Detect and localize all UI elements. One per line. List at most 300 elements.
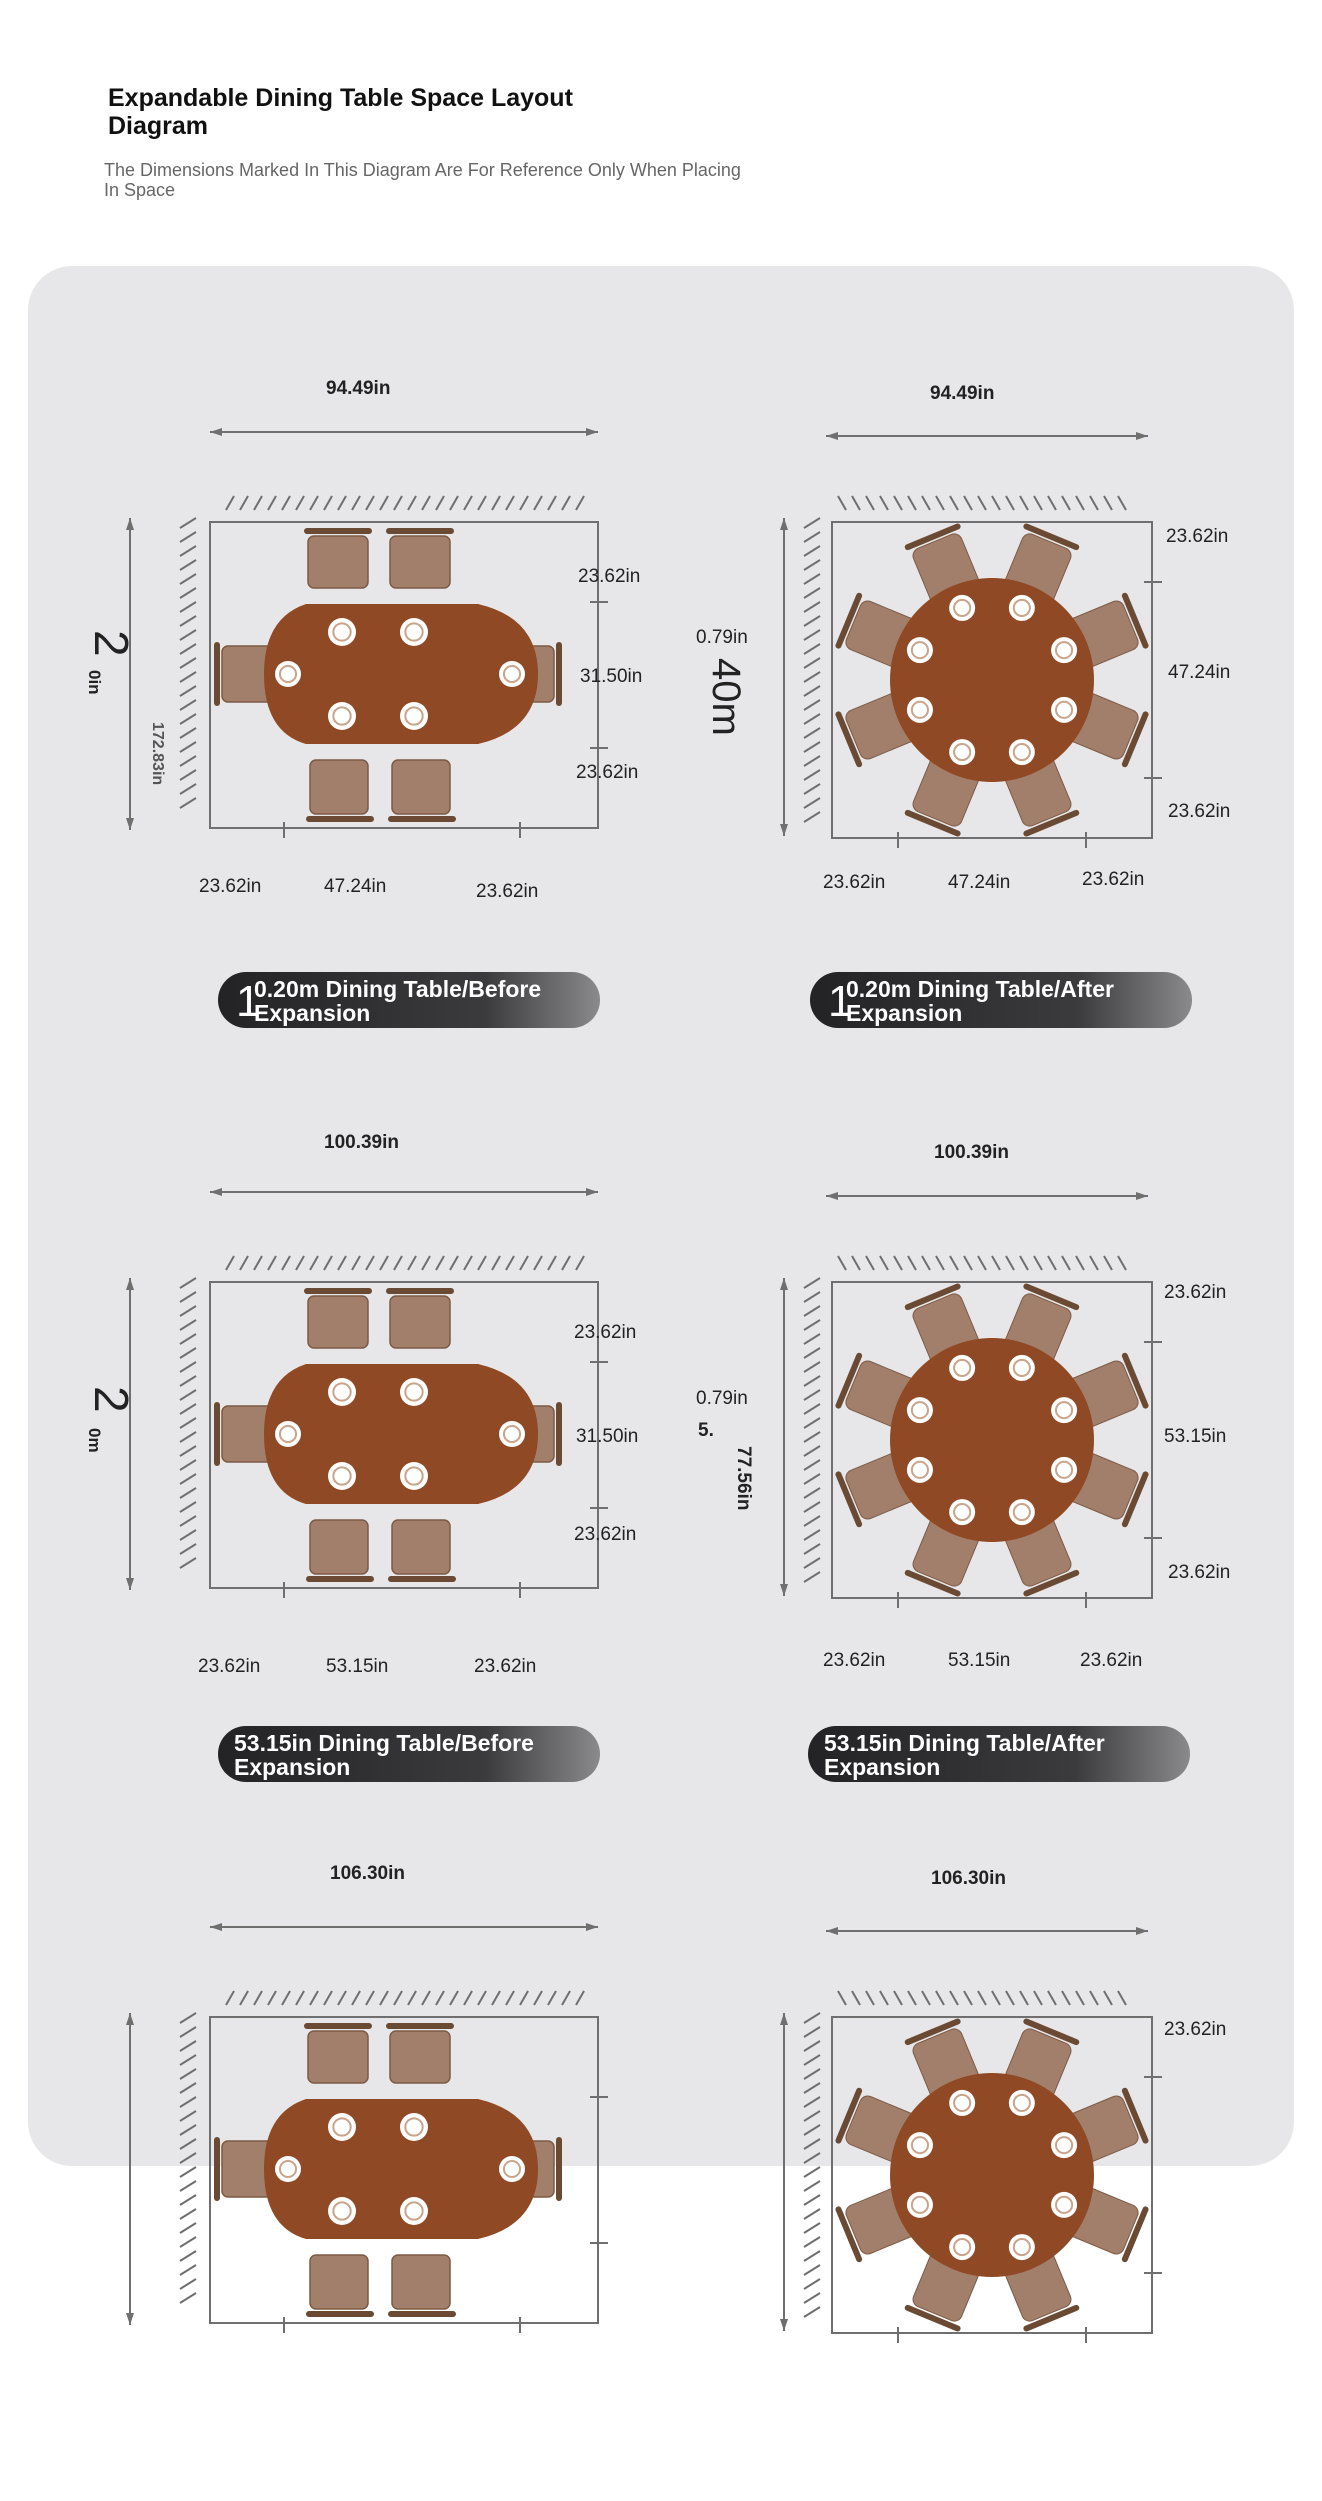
wall-hatch bbox=[408, 496, 416, 510]
wall-hatch bbox=[548, 496, 556, 510]
outer-extra-label: 5. bbox=[698, 1420, 714, 1441]
wall-hatch bbox=[804, 728, 820, 738]
wall-hatch bbox=[180, 1348, 196, 1358]
page-title: Expandable Dining Table Space Layout Diagram bbox=[108, 84, 573, 140]
wall-hatch bbox=[576, 496, 584, 510]
chair-seat bbox=[390, 536, 450, 588]
arrow-head bbox=[780, 1584, 788, 1596]
page-subtitle: The Dimensions Marked In This Diagram Are For Reference Only When Placing In Space bbox=[104, 160, 741, 200]
round-layout-after-1 bbox=[668, 266, 1308, 1026]
arrow-head bbox=[126, 1578, 134, 1590]
wall-hatch bbox=[804, 1530, 820, 1540]
side-label-top: 23.62in bbox=[578, 566, 641, 587]
wall-hatch bbox=[180, 686, 196, 696]
wall-hatch bbox=[838, 1991, 846, 2005]
wall-hatch bbox=[180, 1460, 196, 1470]
wall-hatch bbox=[804, 1418, 820, 1428]
wall-hatch bbox=[804, 2237, 820, 2247]
wall-hatch bbox=[950, 496, 958, 510]
side-label-middle: 31.50in bbox=[576, 1426, 639, 1447]
wall-hatch bbox=[562, 1256, 570, 1270]
plate bbox=[400, 2113, 428, 2141]
wall-hatch bbox=[180, 770, 196, 780]
wall-hatch bbox=[1034, 496, 1042, 510]
wall-hatch bbox=[180, 2265, 196, 2275]
wall-hatch bbox=[804, 1348, 820, 1358]
wall-hatch bbox=[978, 1991, 986, 2005]
wall-hatch bbox=[180, 532, 196, 542]
wall-hatch bbox=[804, 2097, 820, 2107]
chair-back bbox=[306, 1576, 374, 1582]
wall-hatch bbox=[866, 1991, 874, 2005]
wall-hatch bbox=[180, 1516, 196, 1526]
plate bbox=[499, 2156, 525, 2182]
wall-hatch bbox=[852, 496, 860, 510]
wall-hatch bbox=[894, 496, 902, 510]
wall-hatch bbox=[180, 2041, 196, 2051]
wall-hatch bbox=[180, 2195, 196, 2205]
plate bbox=[1051, 697, 1077, 723]
plate bbox=[499, 1421, 525, 1447]
wall-hatch bbox=[1034, 1991, 1042, 2005]
wall-hatch bbox=[324, 1991, 332, 2005]
wall-hatch bbox=[1104, 496, 1112, 510]
wall-hatch bbox=[180, 2055, 196, 2065]
wall-hatch bbox=[804, 2027, 820, 2037]
caption-text: 53.15in Dining Table/Before Expansion bbox=[234, 1730, 534, 1780]
wall-hatch bbox=[804, 2069, 820, 2079]
wall-hatch bbox=[804, 2153, 820, 2163]
wall-hatch bbox=[180, 546, 196, 556]
wall-hatch bbox=[436, 1991, 444, 2005]
plate bbox=[1051, 637, 1077, 663]
chair-back bbox=[386, 2023, 454, 2029]
top-width-label: 106.30in bbox=[330, 1863, 405, 1884]
chair-back bbox=[306, 2311, 374, 2317]
wall-hatch bbox=[852, 1256, 860, 1270]
wall-hatch bbox=[804, 1390, 820, 1400]
wall-hatch bbox=[866, 496, 874, 510]
wall-hatch bbox=[180, 784, 196, 794]
wall-hatch bbox=[408, 1991, 416, 2005]
side-label-middle: 47.24in bbox=[1168, 662, 1231, 683]
wall-hatch bbox=[180, 700, 196, 710]
arrow-head bbox=[780, 518, 788, 530]
rotated-depth-small: 0m bbox=[85, 1428, 104, 1453]
side-label-top: 23.62in bbox=[574, 1322, 637, 1343]
wall-hatch bbox=[880, 496, 888, 510]
top-width-label: 100.39in bbox=[934, 1142, 1009, 1163]
wall-hatch bbox=[180, 2237, 196, 2247]
round-table bbox=[890, 1338, 1094, 1542]
wall-hatch bbox=[1118, 1991, 1126, 2005]
plate bbox=[328, 2197, 356, 2225]
wall-hatch bbox=[908, 496, 916, 510]
chair-seat bbox=[308, 536, 368, 588]
wall-hatch bbox=[180, 1544, 196, 1554]
wall-hatch bbox=[804, 742, 820, 752]
wall-hatch bbox=[1062, 1991, 1070, 2005]
wall-hatch bbox=[180, 1278, 196, 1288]
wall-hatch bbox=[226, 1256, 234, 1270]
top-width-label: 106.30in bbox=[931, 1868, 1006, 1889]
wall-hatch bbox=[1034, 1256, 1042, 1270]
bottom-label-right: 23.62in bbox=[1080, 1650, 1143, 1671]
wall-hatch bbox=[226, 1991, 234, 2005]
plate bbox=[1051, 1397, 1077, 1423]
arrow-head bbox=[126, 818, 134, 830]
arrow-head bbox=[780, 824, 788, 836]
wall-hatch bbox=[180, 1432, 196, 1442]
wall-hatch bbox=[1020, 1991, 1028, 2005]
wall-hatch bbox=[978, 496, 986, 510]
wall-hatch bbox=[804, 1558, 820, 1568]
outer-left-label: 0.79in bbox=[696, 627, 748, 648]
wall-hatch bbox=[180, 2125, 196, 2135]
bottom-label-right: 23.62in bbox=[1082, 869, 1145, 890]
wall-hatch bbox=[180, 1362, 196, 1372]
wall-hatch bbox=[180, 1530, 196, 1540]
wall-hatch bbox=[534, 1991, 542, 2005]
wall-hatch bbox=[436, 1256, 444, 1270]
arrow-head bbox=[126, 2013, 134, 2025]
wall-hatch bbox=[180, 714, 196, 724]
caption-pill bbox=[810, 972, 1192, 1028]
wall-hatch bbox=[1076, 1991, 1084, 2005]
wall-hatch bbox=[180, 2083, 196, 2093]
wall-hatch bbox=[804, 756, 820, 766]
wall-hatch bbox=[394, 496, 402, 510]
wall-hatch bbox=[492, 1991, 500, 2005]
wall-hatch bbox=[1048, 496, 1056, 510]
wall-hatch bbox=[324, 496, 332, 510]
wall-hatch bbox=[880, 1256, 888, 1270]
top-width-label: 94.49in bbox=[326, 378, 391, 399]
plate bbox=[328, 618, 356, 646]
chair-back bbox=[214, 642, 220, 706]
wall-hatch bbox=[180, 574, 196, 584]
wall-hatch bbox=[804, 812, 820, 822]
wall-hatch bbox=[240, 496, 248, 510]
side-label-top: 23.62in bbox=[1164, 1282, 1227, 1303]
plate bbox=[907, 2132, 933, 2158]
chair-seat bbox=[310, 1520, 368, 1574]
wall-hatch bbox=[180, 1404, 196, 1414]
wall-hatch bbox=[180, 2293, 196, 2303]
wall-hatch bbox=[804, 798, 820, 808]
wall-hatch bbox=[254, 1991, 262, 2005]
side-label-middle: 31.50in bbox=[580, 666, 643, 687]
wall-hatch bbox=[894, 1256, 902, 1270]
side-label-top: 23.62in bbox=[1164, 2019, 1227, 2040]
wall-hatch bbox=[1104, 1991, 1112, 2005]
wall-hatch bbox=[1076, 1256, 1084, 1270]
arrow-head bbox=[210, 428, 222, 436]
plate bbox=[275, 2156, 301, 2182]
wall-hatch bbox=[296, 1256, 304, 1270]
wall-hatch bbox=[324, 1256, 332, 1270]
wall-hatch bbox=[338, 1991, 346, 2005]
plate bbox=[907, 697, 933, 723]
rect-table-drawing bbox=[68, 266, 708, 1006]
plate bbox=[907, 637, 933, 663]
wall-hatch bbox=[422, 1991, 430, 2005]
wall-hatch bbox=[180, 1320, 196, 1330]
wall-hatch bbox=[992, 1256, 1000, 1270]
wall-hatch bbox=[492, 1256, 500, 1270]
chair-back bbox=[388, 2311, 456, 2317]
arrow-head bbox=[586, 428, 598, 436]
wall-hatch bbox=[352, 496, 360, 510]
wall-hatch bbox=[180, 1474, 196, 1484]
wall-hatch bbox=[352, 1256, 360, 1270]
wall-hatch bbox=[450, 1991, 458, 2005]
wall-hatch bbox=[180, 1306, 196, 1316]
wall-hatch bbox=[804, 1488, 820, 1498]
wall-hatch bbox=[804, 2195, 820, 2205]
dining-table bbox=[264, 604, 538, 744]
plate bbox=[949, 1355, 975, 1381]
side-label-bottom: 23.62in bbox=[1168, 801, 1231, 822]
wall-hatch bbox=[804, 1278, 820, 1288]
chair-back bbox=[556, 642, 562, 706]
wall-hatch bbox=[180, 728, 196, 738]
wall-hatch bbox=[534, 1256, 542, 1270]
plate bbox=[1051, 2132, 1077, 2158]
wall-hatch bbox=[240, 1991, 248, 2005]
wall-hatch bbox=[804, 2013, 820, 2023]
wall-hatch bbox=[804, 616, 820, 626]
side-label-bottom: 23.62in bbox=[576, 762, 639, 783]
wall-hatch bbox=[804, 1474, 820, 1484]
plate bbox=[400, 618, 428, 646]
top-width-label: 100.39in bbox=[324, 1132, 399, 1153]
wall-hatch bbox=[964, 1991, 972, 2005]
arrow-head bbox=[780, 1278, 788, 1290]
wall-hatch bbox=[804, 532, 820, 542]
wall-hatch bbox=[992, 496, 1000, 510]
rotated-depth-extra: 172.83in bbox=[149, 722, 166, 786]
rect-layout-before-2 bbox=[68, 1026, 708, 1780]
wall-hatch bbox=[922, 1991, 930, 2005]
arrow-head bbox=[780, 2319, 788, 2331]
plate bbox=[949, 2090, 975, 2116]
wall-hatch bbox=[804, 1404, 820, 1414]
chair-seat bbox=[308, 2031, 368, 2083]
wall-hatch bbox=[852, 1991, 860, 2005]
wall-hatch bbox=[464, 496, 472, 510]
plate bbox=[1009, 739, 1035, 765]
plate bbox=[907, 1397, 933, 1423]
wall-hatch bbox=[804, 588, 820, 598]
dining-table bbox=[264, 2099, 538, 2239]
wall-hatch bbox=[180, 742, 196, 752]
round-table bbox=[890, 578, 1094, 782]
wall-hatch bbox=[922, 496, 930, 510]
wall-hatch bbox=[804, 2125, 820, 2135]
wall-hatch bbox=[804, 630, 820, 640]
wall-hatch bbox=[804, 686, 820, 696]
plate bbox=[1051, 1457, 1077, 1483]
wall-hatch bbox=[922, 1256, 930, 1270]
bottom-label-left: 23.62in bbox=[198, 1656, 261, 1677]
wall-hatch bbox=[180, 1502, 196, 1512]
wall-hatch bbox=[268, 496, 276, 510]
wall-hatch bbox=[180, 1418, 196, 1428]
wall-hatch bbox=[804, 2279, 820, 2289]
plate bbox=[400, 2197, 428, 2225]
side-label-bottom: 23.62in bbox=[1168, 1562, 1231, 1583]
wall-hatch bbox=[180, 602, 196, 612]
diagram-panel bbox=[28, 266, 1294, 2166]
wall-hatch bbox=[804, 1320, 820, 1330]
caption-text: 0.20m Dining Table/Before Expansion bbox=[254, 976, 542, 1026]
plate bbox=[400, 1378, 428, 1406]
wall-hatch bbox=[450, 496, 458, 510]
wall-hatch bbox=[180, 2223, 196, 2233]
wall-hatch bbox=[478, 1256, 486, 1270]
plate bbox=[1009, 1499, 1035, 1525]
wall-hatch bbox=[180, 630, 196, 640]
wall-hatch bbox=[1048, 1256, 1056, 1270]
wall-hatch bbox=[180, 798, 196, 808]
round-layout-after-2 bbox=[668, 1026, 1308, 1780]
wall-hatch bbox=[366, 1256, 374, 1270]
wall-hatch bbox=[1020, 1256, 1028, 1270]
wall-hatch bbox=[180, 1488, 196, 1498]
chair-back bbox=[304, 528, 372, 534]
wall-hatch bbox=[478, 1991, 486, 2005]
bottom-label-middle: 47.24in bbox=[948, 872, 1011, 893]
arrow-head bbox=[586, 1188, 598, 1196]
wall-hatch bbox=[804, 714, 820, 724]
wall-hatch bbox=[804, 602, 820, 612]
wall-hatch bbox=[366, 496, 374, 510]
wall-hatch bbox=[380, 496, 388, 510]
wall-hatch bbox=[240, 1256, 248, 1270]
wall-hatch bbox=[180, 1390, 196, 1400]
wall-hatch bbox=[838, 1256, 846, 1270]
arrow-head bbox=[1136, 1927, 1148, 1935]
wall-hatch bbox=[180, 2181, 196, 2191]
wall-hatch bbox=[180, 1334, 196, 1344]
wall-hatch bbox=[992, 1991, 1000, 2005]
wall-hatch bbox=[282, 1991, 290, 2005]
wall-hatch bbox=[506, 496, 514, 510]
arrow-head bbox=[780, 2013, 788, 2025]
chair-back bbox=[556, 2137, 562, 2201]
wall-hatch bbox=[1104, 1256, 1112, 1270]
plate bbox=[1009, 595, 1035, 621]
wall-hatch bbox=[506, 1991, 514, 2005]
rotated-depth-big: 2 bbox=[84, 1386, 137, 1413]
wall-hatch bbox=[1090, 1991, 1098, 2005]
wall-hatch bbox=[436, 496, 444, 510]
chair-seat bbox=[392, 760, 450, 814]
outer-left-label: 0.79in bbox=[696, 1388, 748, 1409]
wall-hatch bbox=[804, 2083, 820, 2093]
wall-hatch bbox=[804, 658, 820, 668]
wall-hatch bbox=[1090, 1256, 1098, 1270]
wall-hatch bbox=[908, 1256, 916, 1270]
chair-back bbox=[388, 1576, 456, 1582]
wall-hatch bbox=[804, 2181, 820, 2191]
wall-hatch bbox=[804, 2307, 820, 2317]
wall-hatch bbox=[804, 1306, 820, 1316]
wall-hatch bbox=[478, 496, 486, 510]
arrow-head bbox=[210, 1188, 222, 1196]
wall-hatch bbox=[1062, 1256, 1070, 1270]
wall-hatch bbox=[804, 2251, 820, 2261]
bottom-label-right: 23.62in bbox=[476, 881, 539, 902]
plate bbox=[275, 661, 301, 687]
wall-hatch bbox=[180, 658, 196, 668]
rect-layout-before-3 bbox=[68, 1761, 708, 2501]
wall-hatch bbox=[562, 1991, 570, 2005]
wall-hatch bbox=[282, 496, 290, 510]
arrow-head bbox=[826, 1927, 838, 1935]
wall-hatch bbox=[408, 1256, 416, 1270]
chair-back bbox=[304, 2023, 372, 2029]
wall-hatch bbox=[338, 1256, 346, 1270]
arrow-head bbox=[826, 432, 838, 440]
wall-hatch bbox=[450, 1256, 458, 1270]
plate bbox=[949, 739, 975, 765]
wall-hatch bbox=[838, 496, 846, 510]
wall-hatch bbox=[866, 1256, 874, 1270]
chair-back bbox=[304, 1288, 372, 1294]
wall-hatch bbox=[804, 2265, 820, 2275]
wall-hatch bbox=[576, 1256, 584, 1270]
wall-hatch bbox=[964, 1256, 972, 1270]
wall-hatch bbox=[520, 496, 528, 510]
top-width-label: 94.49in bbox=[930, 383, 995, 404]
chair-back bbox=[386, 1288, 454, 1294]
wall-hatch bbox=[936, 1991, 944, 2005]
plate bbox=[907, 1457, 933, 1483]
wall-hatch bbox=[804, 784, 820, 794]
wall-hatch bbox=[804, 2111, 820, 2121]
wall-hatch bbox=[1076, 496, 1084, 510]
plate bbox=[328, 2113, 356, 2141]
wall-hatch bbox=[254, 496, 262, 510]
rect-layout-before-1 bbox=[68, 266, 708, 1026]
side-label-middle: 53.15in bbox=[1164, 1426, 1227, 1447]
wall-hatch bbox=[180, 588, 196, 598]
plate bbox=[400, 1462, 428, 1490]
wall-hatch bbox=[804, 2209, 820, 2219]
wall-hatch bbox=[338, 496, 346, 510]
round-table-drawing bbox=[668, 266, 1308, 1006]
plate bbox=[1009, 1355, 1035, 1381]
chair-seat bbox=[390, 1296, 450, 1348]
wall-hatch bbox=[804, 2139, 820, 2149]
wall-hatch bbox=[180, 560, 196, 570]
wall-hatch bbox=[180, 644, 196, 654]
wall-hatch bbox=[310, 1256, 318, 1270]
bottom-label-middle: 53.15in bbox=[948, 1650, 1011, 1671]
wall-hatch bbox=[180, 518, 196, 528]
wall-hatch bbox=[180, 2027, 196, 2037]
wall-hatch bbox=[268, 1256, 276, 1270]
wall-hatch bbox=[180, 672, 196, 682]
wall-hatch bbox=[226, 496, 234, 510]
chair-back bbox=[306, 816, 374, 822]
plate bbox=[949, 2234, 975, 2260]
wall-hatch bbox=[520, 1991, 528, 2005]
plate bbox=[1009, 2090, 1035, 2116]
wall-hatch bbox=[352, 1991, 360, 2005]
